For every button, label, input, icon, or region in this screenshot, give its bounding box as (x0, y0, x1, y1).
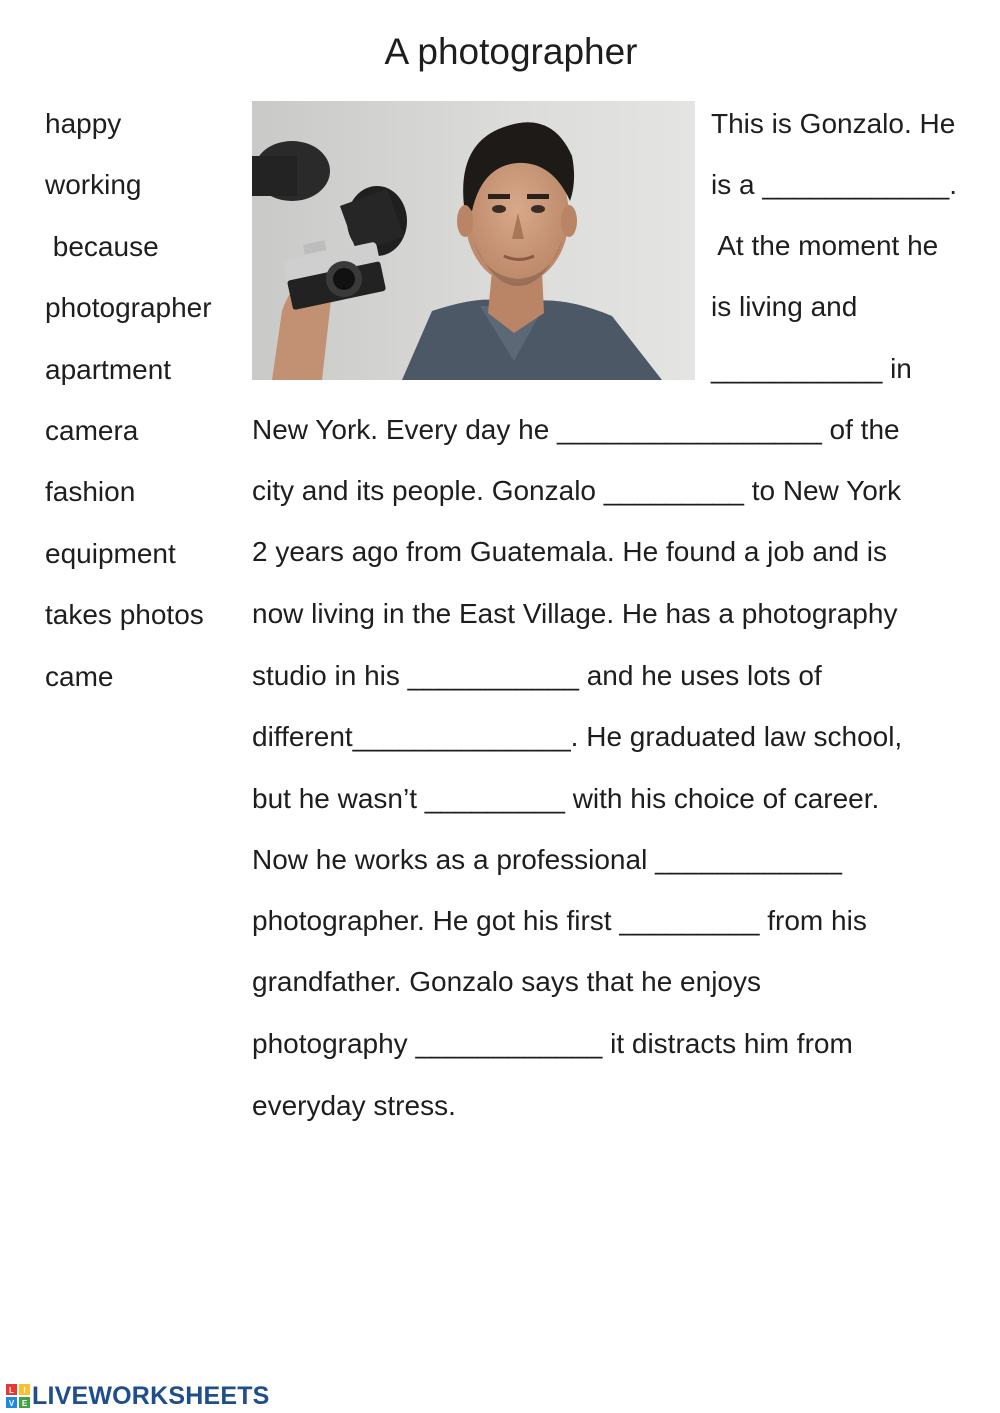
body-text-line: Now he works as a professional ____________ (252, 844, 842, 875)
photographer-photo (252, 101, 695, 380)
word-bank-item: happy (45, 108, 122, 139)
body-text-line: photographer. He got his first _________ from his (252, 905, 867, 936)
liveworksheets-logo[interactable] (6, 1382, 270, 1410)
word-bank-item: fashion (45, 476, 136, 508)
body-text-line: city and its people. Gonzalo _________ to New York (252, 475, 902, 506)
logo-mark-letter: E (21, 1399, 28, 1408)
word-bank (45, 93, 245, 707)
liveworksheets-logo-icon (6, 1384, 30, 1408)
logo-mark-letter: I (23, 1386, 26, 1395)
body-text-line: now living in the East Village. He has a photography (252, 598, 898, 629)
side-text-line: ___________ in (711, 353, 912, 384)
side-text-line: is a ____________. (711, 169, 957, 200)
liveworksheets-logo-text: LIVEWORKSHEETS (32, 1381, 270, 1410)
logo-mark-letter: L (9, 1386, 14, 1395)
word-bank-item: equipment (45, 537, 176, 569)
photographer-illustration (252, 101, 695, 380)
side-text-line: is living and (711, 291, 858, 322)
body-text-line: 2 years ago from Guatemala. He found a job and is (252, 536, 888, 567)
body-text-line: studio in his ___________ and he uses lots of (252, 660, 822, 691)
word-bank-item: working (45, 169, 142, 201)
page-title: A photographer (384, 31, 638, 72)
body-text-line: photography ____________ it distracts him from (252, 1028, 853, 1059)
logo-mark-letter: V (8, 1399, 15, 1408)
word-bank-item: apartment (45, 353, 172, 385)
word-bank-item: camera (45, 414, 139, 446)
body-text-line: New York. Every day he _________________ of the (252, 414, 900, 445)
body-text-line: different______________. He graduated law school, (252, 721, 903, 752)
side-text-line: This is Gonzalo. He (711, 108, 956, 139)
word-bank-item: came (45, 660, 114, 692)
word-bank-item: takes photos (45, 599, 204, 631)
body-text-line: but he wasn’t _________ with his choice of career. (252, 783, 880, 814)
word-bank-item: photographer (45, 292, 212, 324)
side-text-line: At the moment he (711, 230, 939, 261)
body-text-line: grandfather. Gonzalo says that he enjoys (252, 966, 761, 997)
body-text-line: everyday stress. (252, 1090, 456, 1121)
word-bank-item: because (45, 230, 159, 262)
